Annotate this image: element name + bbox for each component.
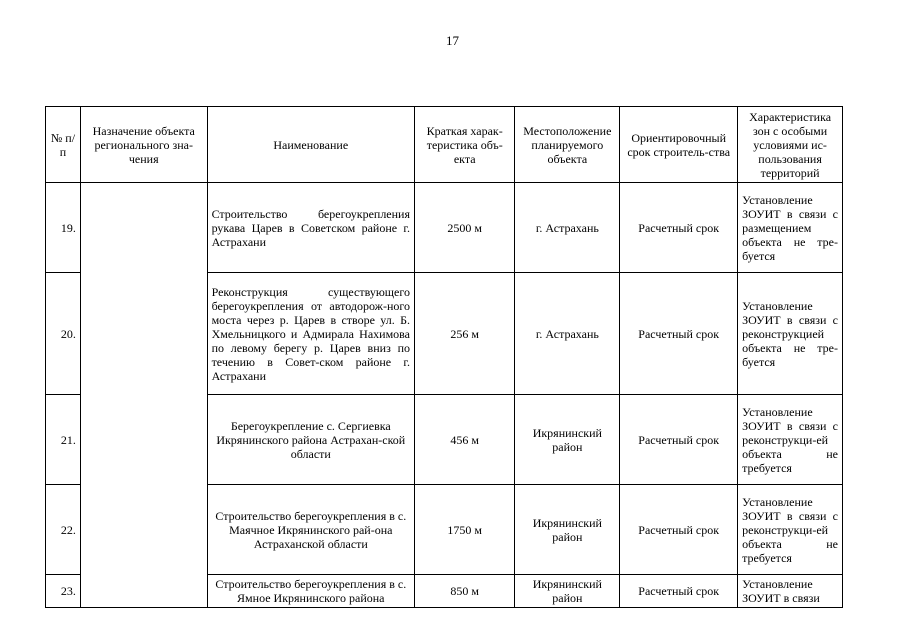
row-location: г. Астрахань [515,273,620,395]
row-zone: Установление ЗОУИТ в связи с реконструкци-ей объекта не требуется [738,395,843,485]
row-number: 22. [46,485,81,575]
row-characteristic: 456 м [415,395,515,485]
row-characteristic: 256 м [415,273,515,395]
row-location: г. Астрахань [515,183,620,273]
row-zone: Установление ЗОУИТ в связи [738,575,843,608]
row-name: Строительство берегоукрепления рукава Царев в Советском районе г. Астрахани [207,183,414,273]
row-name: Строительство берегоукрепления в с. Ямное Икрянинского района [207,575,414,608]
header-zones: Характеристика зон с особыми условиями ис-пользования территорий [738,107,843,183]
row-name: Берегоукрепление с. Сергиевка Икрянинского района Астрахан-ской области [207,395,414,485]
row-name: Строительство берегоукрепления в с. Маячное Икрянинского рай-она Астраханской области [207,485,414,575]
row-location: Икрянинский район [515,485,620,575]
row-number: 19. [46,183,81,273]
header-number: № п/п [46,107,81,183]
row-term: Расчетный срок [620,273,738,395]
regional-objects-table [45,106,843,608]
header-location: Местоположение планируемого объекта [515,107,620,183]
page-number: 17 [446,33,459,48]
header-term: Ориентировочный срок строитель-ства [620,107,738,183]
header-purpose: Назначение объекта регионального зна-чения [80,107,207,183]
row-zone: Установление ЗОУИТ в связи с размещением объекта не тре-буется [738,183,843,273]
table-row [46,183,843,273]
row-characteristic: 850 м [415,575,515,608]
row-location: Икрянинский район [515,395,620,485]
row-characteristic: 1750 м [415,485,515,575]
row-zone: Установление ЗОУИТ в связи с реконструкцией объекта не тре-буется [738,273,843,395]
row-term: Расчетный срок [620,395,738,485]
header-name: Наименование [207,107,414,183]
row-name: Реконструкция существующего берегоукрепления от автодорож-ного моста через р. Царев в створе ул. Б. Хмельницкого и Адмирала Нахимова по левому берегу р. Царев вниз по течению в Совет-ском районе г. Астрахани [207,273,414,395]
row-location: Икрянинский район [515,575,620,608]
row-number: 23. [46,575,81,608]
row-term: Расчетный срок [620,183,738,273]
row-term: Расчетный срок [620,485,738,575]
row-term: Расчетный срок [620,575,738,608]
purpose-cell [80,183,207,608]
header-characteristic: Краткая харак-теристика объ-екта [415,107,515,183]
table-header-row [46,107,843,183]
row-number: 20. [46,273,81,395]
row-number: 21. [46,395,81,485]
row-characteristic: 2500 м [415,183,515,273]
row-zone: Установление ЗОУИТ в связи с реконструкци-ей объекта не требуется [738,485,843,575]
